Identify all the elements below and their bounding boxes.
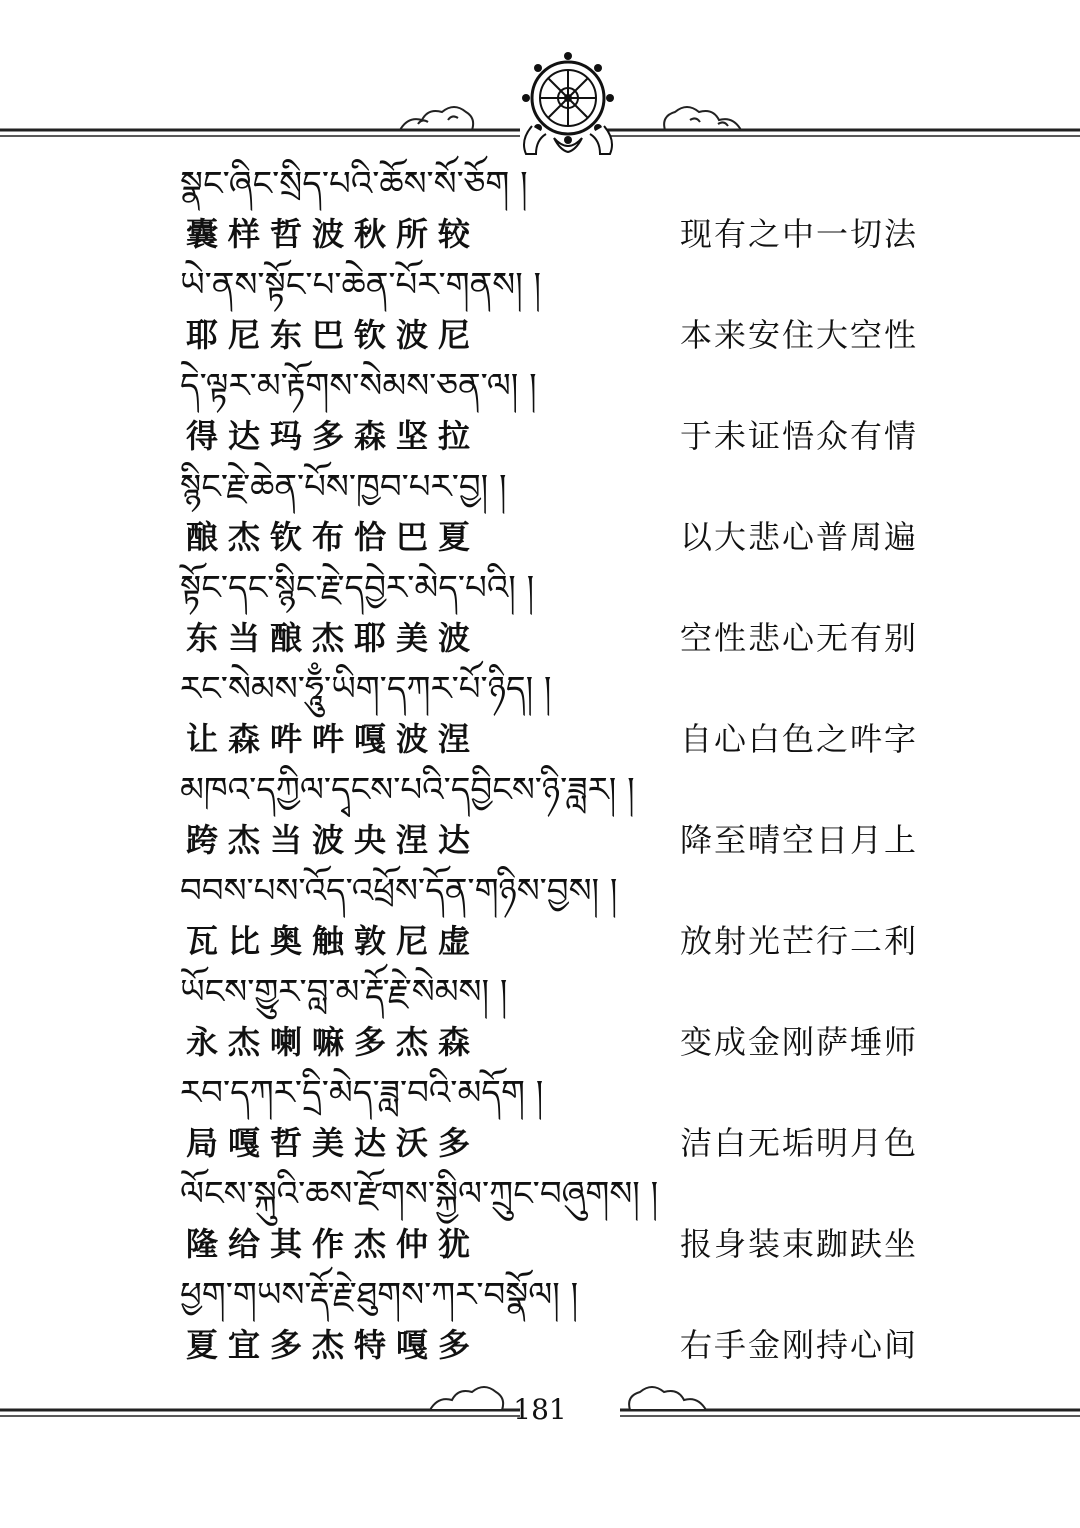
chinese-translation: 报身装束跏趺坐 xyxy=(679,1225,918,1263)
verse-7 xyxy=(180,764,940,865)
tibetan-line: བབས་པས་འོད་འཕྲོས་དོན་གཉིས་བྱས། ། xyxy=(180,871,618,911)
chinese-transliteration: 跨杰当波央涅达 xyxy=(186,821,481,859)
tibetan-line: སྙིང་རྗེ་ཆེན་པོས་ཁྱབ་པར་བྱ། ། xyxy=(180,467,507,507)
page-header-ornament xyxy=(0,50,1080,160)
verse-12 xyxy=(180,1269,940,1370)
chinese-transliteration: 局嘎哲美达沃多 xyxy=(186,1124,481,1162)
tibetan-line: སྣང་ཞིང་སྲིད་པའི་ཆོས་སོ་ཅོག ། xyxy=(180,164,528,204)
chinese-translation: 空性悲心无有别 xyxy=(679,619,918,657)
chinese-translation: 放射光芒行二利 xyxy=(679,922,918,960)
tibetan-line: སྟོང་དང་སྙིང་རྗེ་དབྱེར་མེད་པའི། ། xyxy=(180,568,535,608)
chinese-transliteration: 耶尼东巴钦波尼 xyxy=(186,316,481,354)
chinese-transliteration: 得达玛多森坚拉 xyxy=(186,417,481,455)
tibetan-line: ཡེ་ནས་སྟོང་པ་ཆེན་པོར་གནས། ། xyxy=(180,265,542,305)
verse-6 xyxy=(180,663,940,764)
tibetan-line: ཕྱག་གཡས་རྡོ་རྗེ་ཐུགས་ཀར་བསྣོལ། ། xyxy=(180,1275,579,1315)
chinese-transliteration: 囊样哲波秋所较 xyxy=(186,215,481,253)
verse-2 xyxy=(180,259,940,360)
chinese-translation: 现有之中一切法 xyxy=(679,215,918,253)
verse-1 xyxy=(180,158,940,259)
verse-8 xyxy=(180,865,940,966)
chinese-transliteration: 酿杰钦布恰巴夏 xyxy=(186,518,481,556)
header-border-svg xyxy=(0,50,1080,160)
verse-11 xyxy=(180,1168,940,1269)
chinese-translation: 以大悲心普周遍 xyxy=(679,518,918,556)
verse-5 xyxy=(180,562,940,663)
cloud-scroll-left-icon xyxy=(400,107,473,130)
verse-10 xyxy=(180,1067,940,1168)
tibetan-line: རབ་དཀར་དྲི་མེད་ཟླ་བའི་མདོག ། xyxy=(180,1073,544,1113)
chinese-translation: 右手金刚持心间 xyxy=(679,1326,918,1364)
chinese-transliteration: 夏宜多杰特嘎多 xyxy=(186,1326,481,1364)
verse-list xyxy=(180,158,940,1370)
chinese-translation: 本来安住大空性 xyxy=(679,316,918,354)
tibetan-line: དེ་ལྟར་མ་རྟོགས་སེམས་ཅན་ལ། ། xyxy=(180,366,537,406)
verse-4 xyxy=(180,461,940,562)
chinese-transliteration: 瓦比奥触敦尼虚 xyxy=(186,922,481,960)
tibetan-line: མཁའ་དཀྱིལ་དྭངས་པའི་དབྱིངས་ཉི་ཟླར། ། xyxy=(180,770,635,810)
chinese-transliteration: 让森吽吽嘎波涅 xyxy=(186,720,481,758)
cloud-scroll-right-icon xyxy=(664,107,741,130)
chinese-translation: 洁白无垢明月色 xyxy=(679,1124,918,1162)
verse-9 xyxy=(180,966,940,1067)
verse-3 xyxy=(180,360,940,461)
tibetan-line: ཡོངས་གྱུར་བླ་མ་རྡོ་རྗེ་སེམས། ། xyxy=(180,972,508,1012)
chinese-translation: 于未证悟众有情 xyxy=(679,417,918,455)
tibetan-line: ལོངས་སྐུའི་ཆས་རྫོགས་སྐྱིལ་ཀྲུང་བཞུགས། ། xyxy=(180,1174,659,1214)
chinese-transliteration: 隆给其作杰仲犹 xyxy=(186,1225,481,1263)
chinese-transliteration: 永杰喇嘛多杰森 xyxy=(186,1023,481,1061)
chinese-translation: 降至晴空日月上 xyxy=(679,821,918,859)
chinese-transliteration: 东当酿杰耶美波 xyxy=(186,619,481,657)
page-number: 181 xyxy=(513,1393,567,1426)
tibetan-line: རང་སེམས་ཧཱུྃ་ཡིག་དཀར་པོ་ཉིད། ། xyxy=(180,669,552,709)
dharma-wheel-icon xyxy=(522,52,614,154)
chinese-translation: 自心白色之吽字 xyxy=(679,720,918,758)
chinese-translation: 变成金刚萨埵师 xyxy=(679,1023,918,1061)
